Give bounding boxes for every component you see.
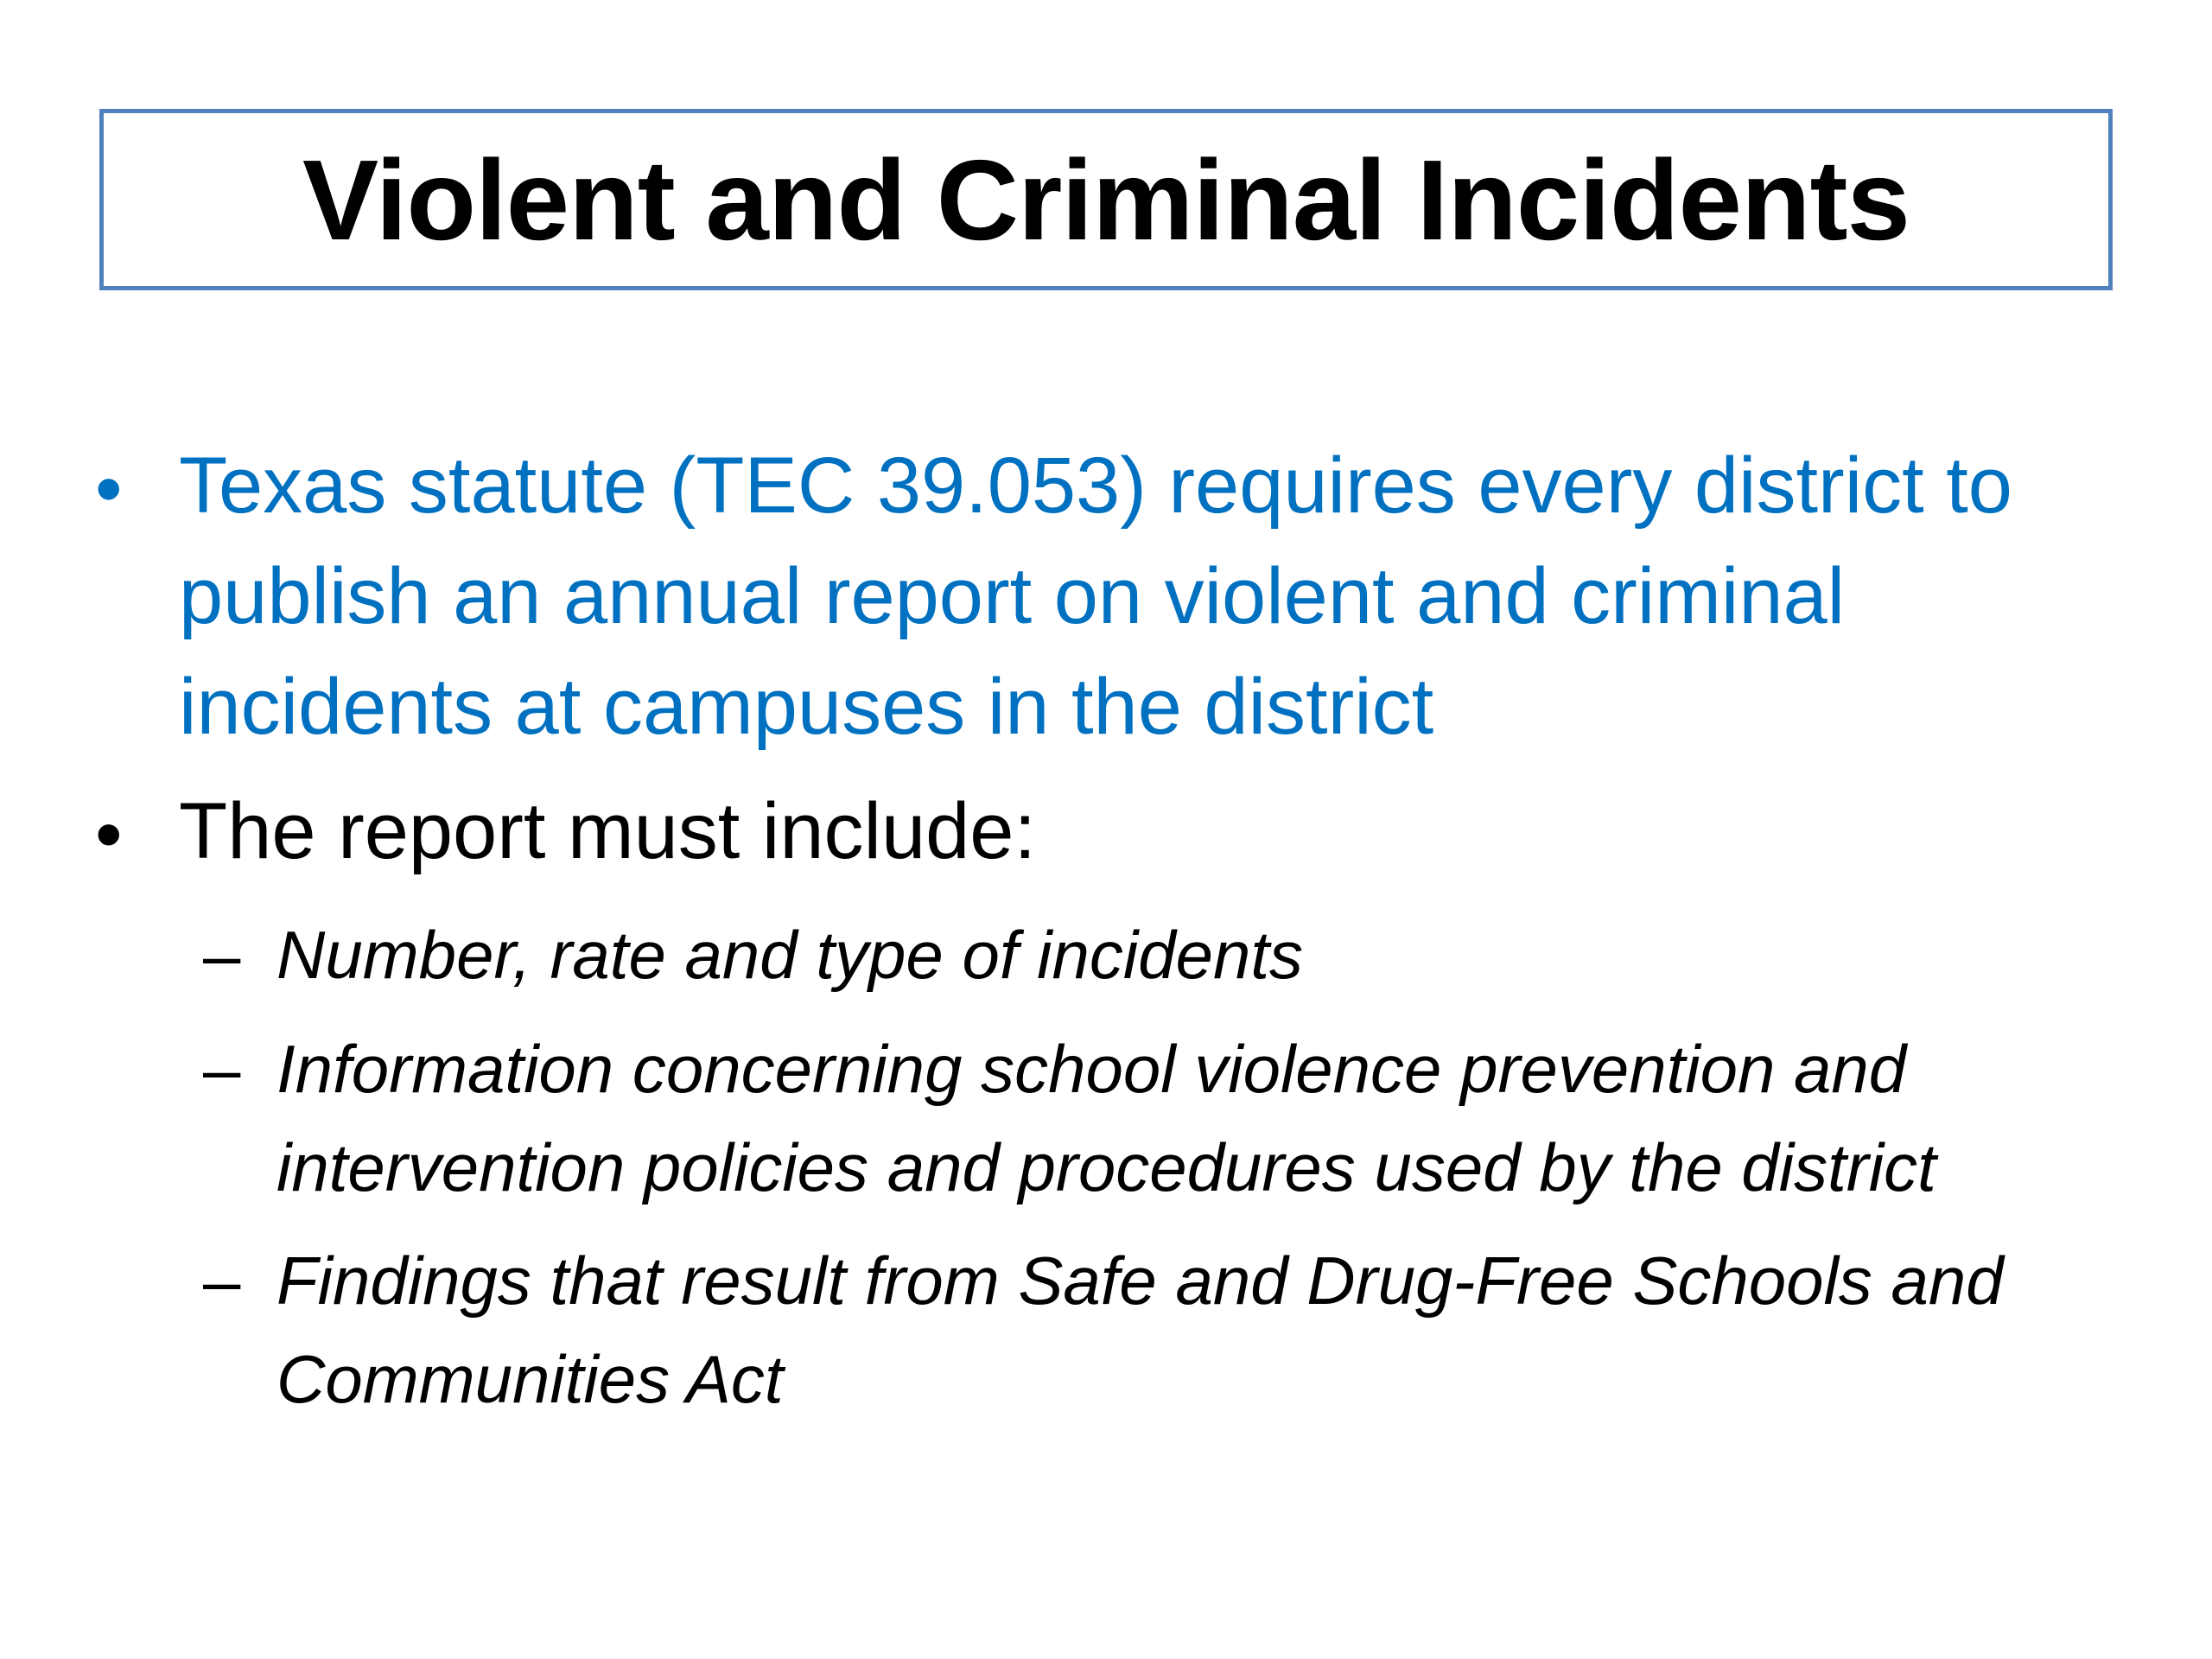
slide-title: Violent and Criminal Incidents — [302, 136, 1910, 264]
bullet-text: Texas statute (TEC 39.053) requires every district to publish an annual report on violent and criminal incidents at campuses in the district — [179, 442, 2012, 751]
bullet-text: The report must include: — [179, 787, 1037, 875]
sub-bullet-marker: – — [203, 1031, 241, 1107]
bullet-marker: • — [95, 446, 123, 532]
sub-bullet-text: Information concerning school violence prevention and intervention policies and procedures used by the district — [276, 1031, 1936, 1205]
sub-bullet-marker: – — [203, 917, 241, 993]
sub-bullet-text: Findings that result from Safe and Drug-Free Schools and Communities Act — [276, 1243, 2004, 1417]
sub-bullet-text: Number, rate and type of incidents — [276, 917, 1304, 993]
sub-bullet-marker: – — [203, 1243, 241, 1319]
title-box — [99, 109, 2113, 290]
bullet-marker: • — [95, 791, 123, 878]
